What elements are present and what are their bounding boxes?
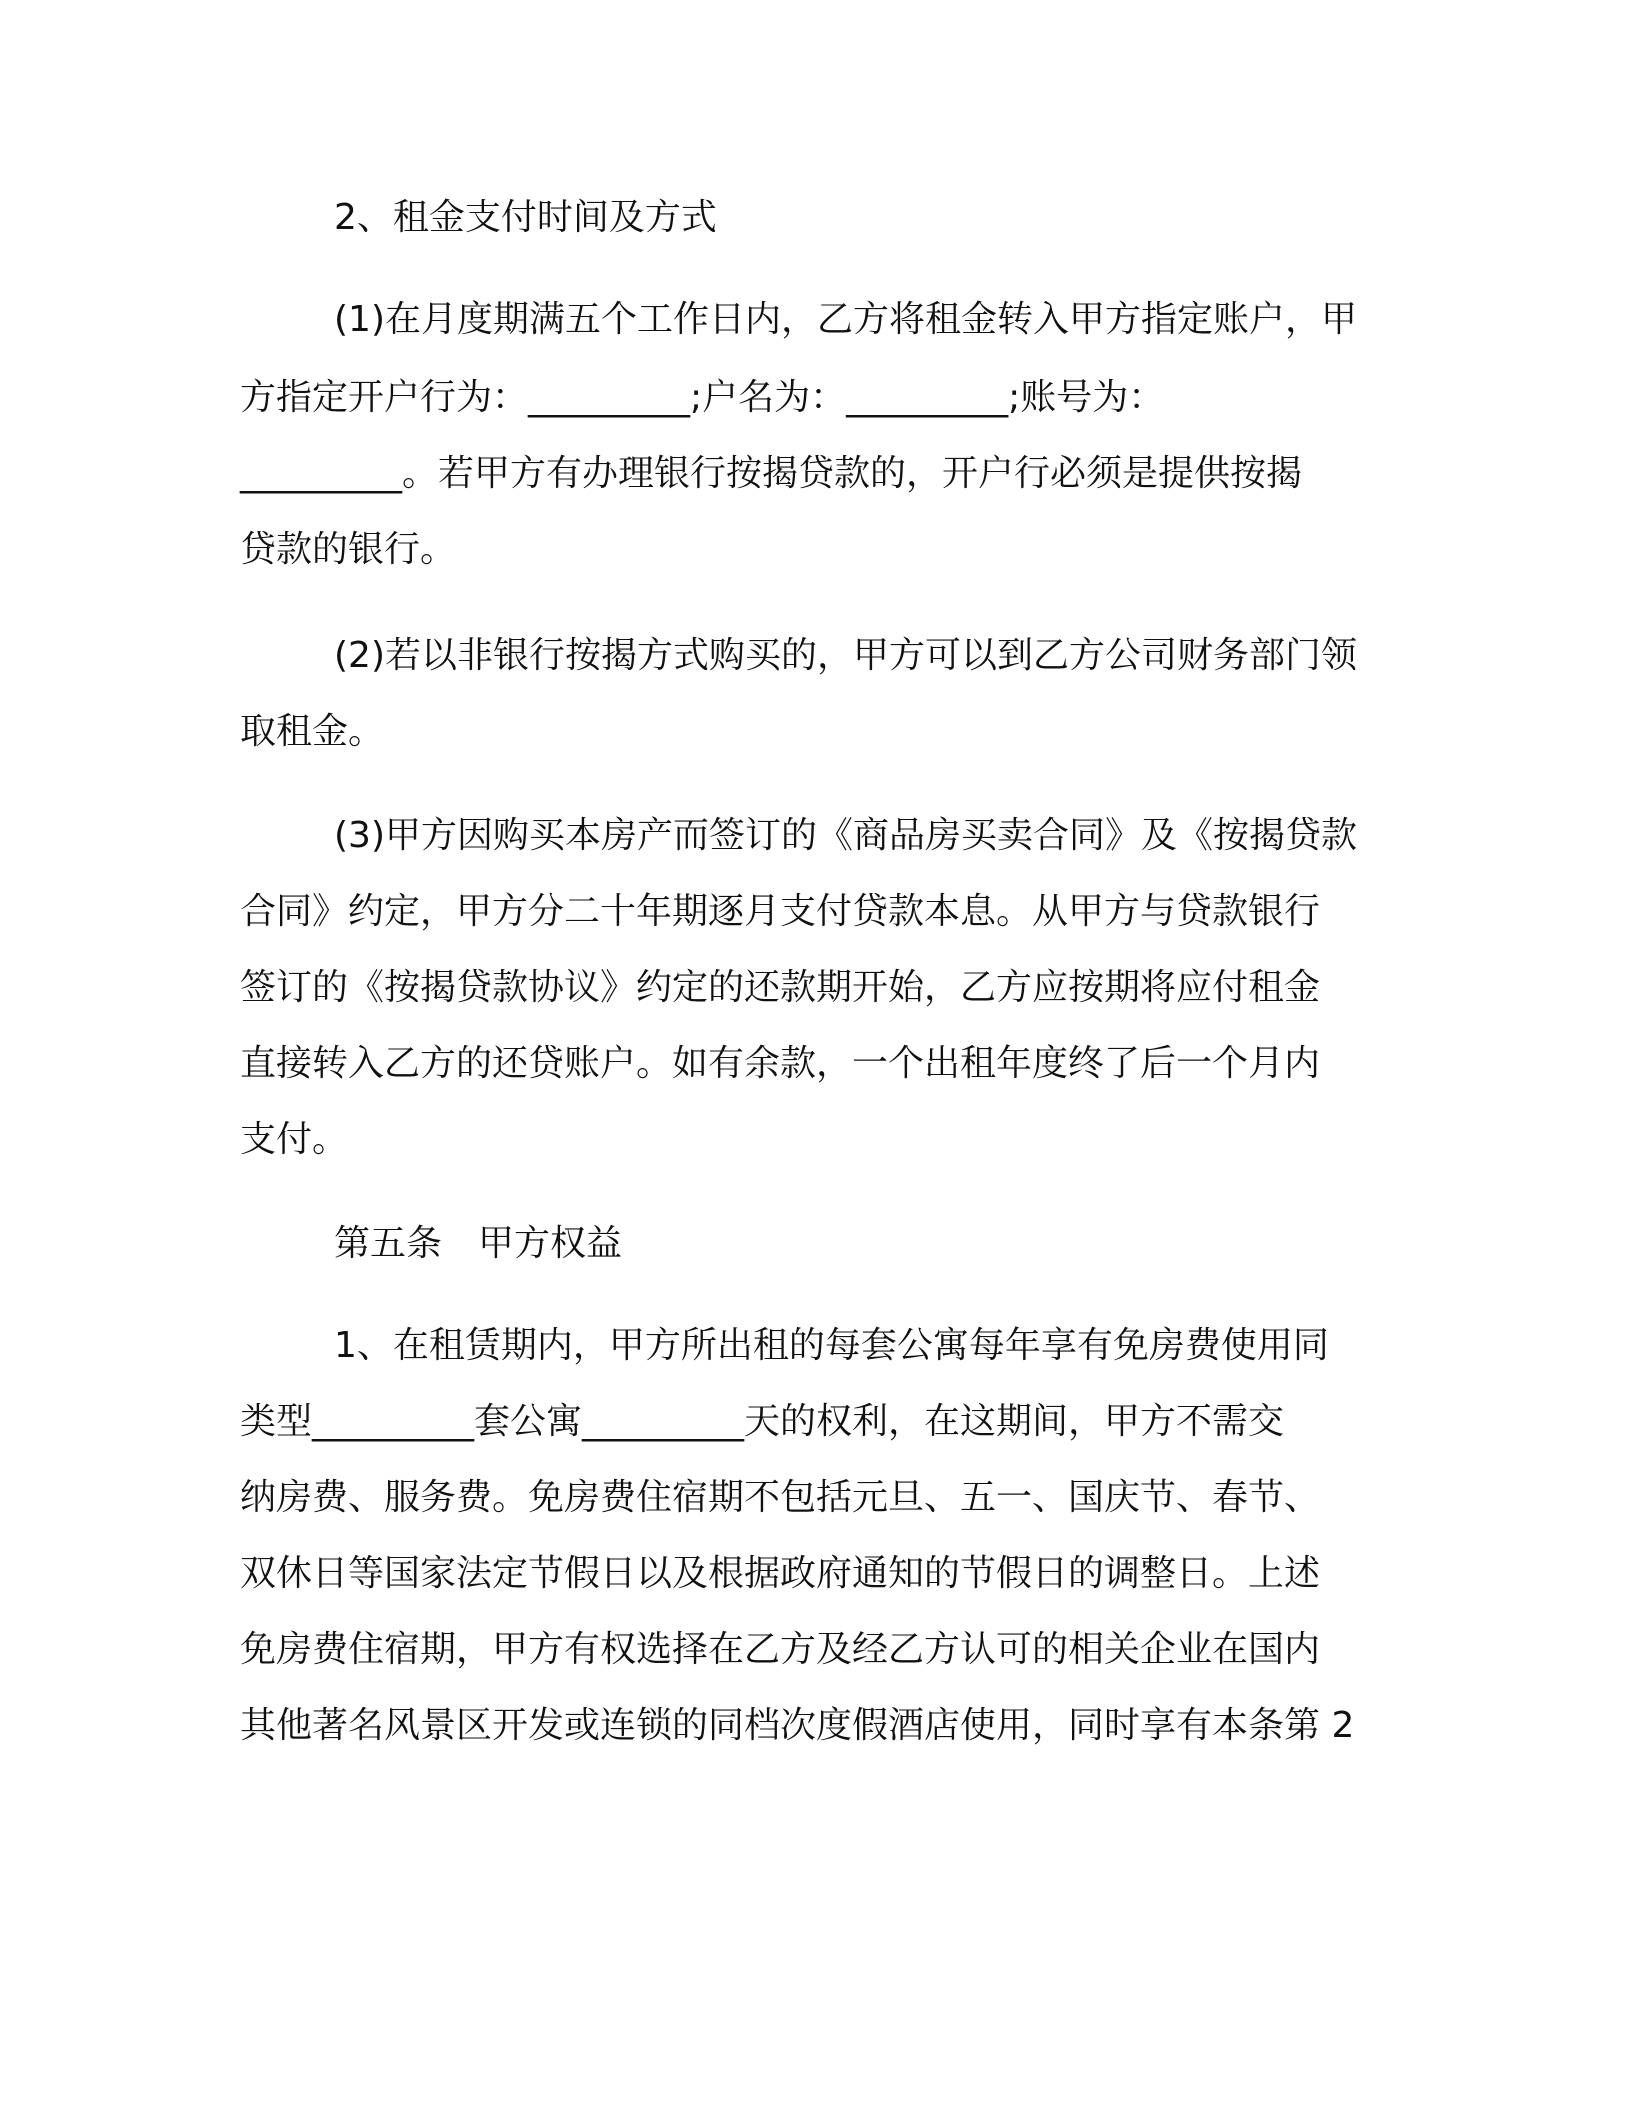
- article-heading: 第五条 甲方权益: [334, 1223, 623, 1264]
- paragraph-line: 贷款的银行。: [240, 529, 457, 570]
- paragraph-line: _________。若甲方有办理银行按揭贷款的，开户行必须是提供按揭: [240, 453, 1303, 494]
- paragraph-line: 签订的《按揭贷款协议》约定的还款期开始，乙方应按期将应付租金: [240, 967, 1321, 1008]
- paragraph-line: 支付。: [240, 1119, 349, 1160]
- paragraph-line: 合同》约定，甲方分二十年期逐月支付贷款本息。从甲方与贷款银行: [240, 891, 1321, 932]
- paragraph-line: (1)在月度期满五个工作日内，乙方将租金转入甲方指定账户，甲: [334, 299, 1357, 340]
- paragraph-line: 1、在租赁期内，甲方所出租的每套公寓每年享有免房费使用同: [334, 1325, 1329, 1366]
- section-heading: 2、租金支付时间及方式: [334, 197, 717, 238]
- paragraph-line: (3)甲方因购买本房产而签订的《商品房买卖合同》及《按揭贷款: [334, 815, 1357, 856]
- paragraph-line: 取租金。: [240, 711, 385, 752]
- paragraph-line: (2)若以非银行按揭方式购买的，甲方可以到乙方公司财务部门领: [334, 635, 1357, 676]
- paragraph-line: 方指定开户行为：_________;户名为：_________;账号为：: [240, 377, 1165, 418]
- paragraph-line: 双休日等国家法定节假日以及根据政府通知的节假日的调整日。上述: [240, 1553, 1321, 1594]
- paragraph-line: 免房费住宿期，甲方有权选择在乙方及经乙方认可的相关企业在国内: [240, 1629, 1321, 1670]
- paragraph-line: 直接转入乙方的还贷账户。如有余款，一个出租年度终了后一个月内: [240, 1043, 1321, 1084]
- paragraph-line: 类型_________套公寓_________天的权利，在这期间，甲方不需交: [240, 1401, 1285, 1442]
- paragraph-line: 纳房费、服务费。免房费住宿期不包括元旦、五一、国庆节、春节、: [240, 1477, 1321, 1518]
- paragraph-line: 其他著名风景区开发或连锁的同档次度假酒店使用，同时享有本条第 2: [240, 1705, 1355, 1746]
